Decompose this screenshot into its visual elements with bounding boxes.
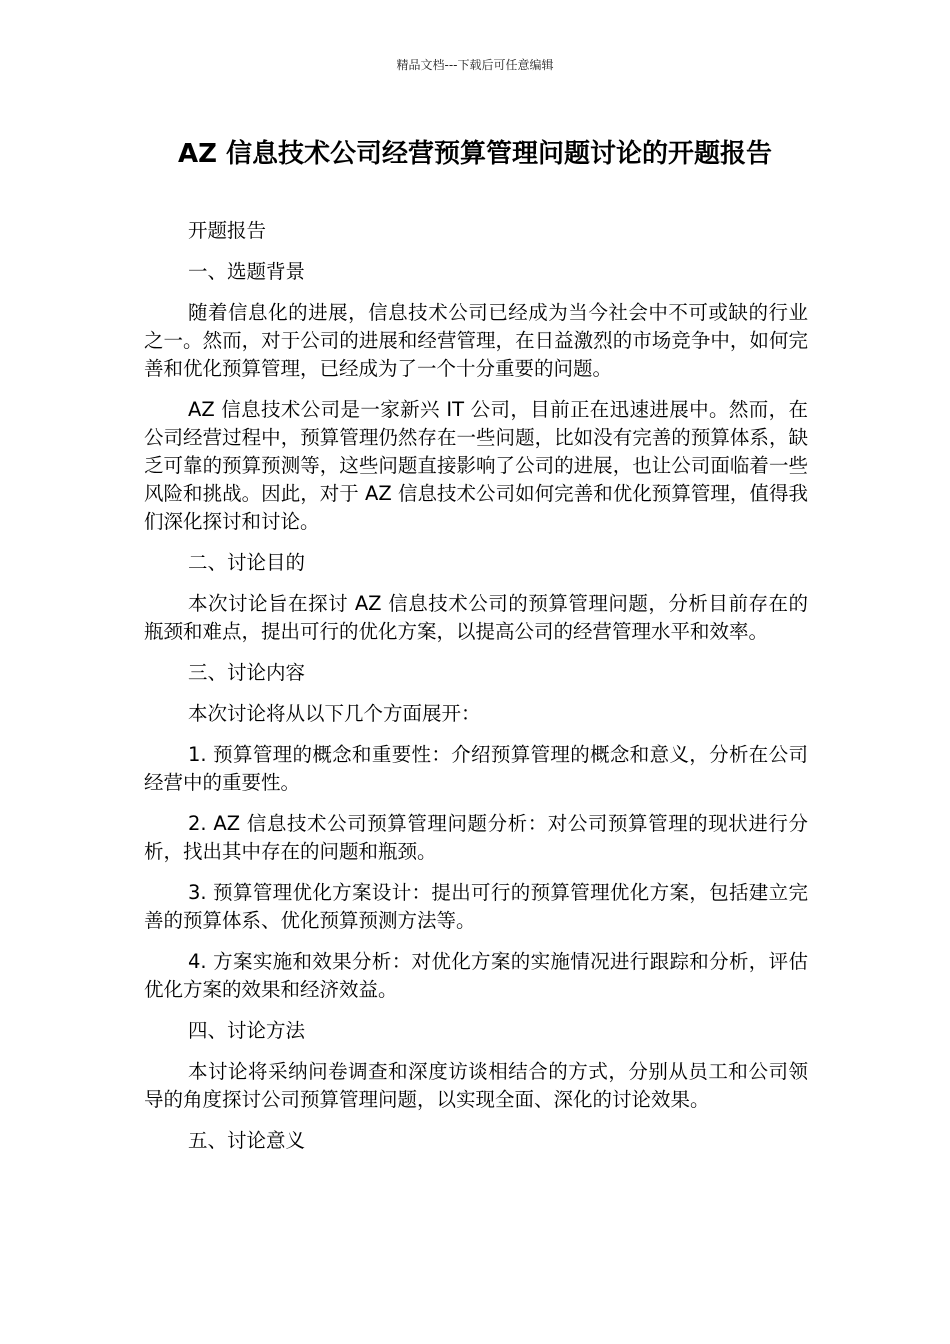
paragraph: 本次讨论将从以下几个方面展开： bbox=[188, 702, 481, 725]
paragraph: 随着信息化的进展，信息技术公司已经成为当今社会中不可或缺的行业之一。然而，对于公司的进展和经营管理，在日益激烈的市场竞争中，如何完善和优化预算管理，已经成为了一个十分重要的问题。 bbox=[144, 301, 808, 380]
paragraph: 本讨论将采纳问卷调查和深度访谈相结合的方式，分别从员工和公司领导的角度探讨公司预算管理问题，以实现全面、深化的讨论效果。 bbox=[144, 1060, 808, 1111]
section-heading: 五、讨论意义 bbox=[188, 1129, 306, 1152]
document-body bbox=[144, 217, 808, 1168]
list-item: 3. 预算管理优化方案设计：提出可行的预算管理优化方案，包括建立完善的预算体系、优化预算预测方法等。 bbox=[144, 881, 808, 932]
paragraph: 本次讨论旨在探讨 AZ 信息技术公司的预算管理问题，分析目前存在的瓶颈和难点，提出可行的优化方案，以提高公司的经营管理水平和效率。 bbox=[144, 592, 808, 643]
list-item: 2. AZ 信息技术公司预算管理问题分析：对公司预算管理的现状进行分析，找出其中存在的问题和瓶颈。 bbox=[144, 812, 808, 863]
header-note: 精品文档---下载后可任意编辑 bbox=[396, 58, 554, 72]
document-title: AZ 信息技术公司经营预算管理问题讨论的开题报告 bbox=[177, 139, 773, 169]
section-heading: 开题报告 bbox=[188, 219, 267, 242]
list-item: 1. 预算管理的概念和重要性：介绍预算管理的概念和意义，分析在公司经营中的重要性。 bbox=[144, 743, 808, 794]
section-heading: 四、讨论方法 bbox=[188, 1019, 306, 1042]
section-heading: 一、选题背景 bbox=[188, 260, 306, 283]
section-heading: 三、讨论内容 bbox=[188, 661, 306, 684]
list-item: 4. 方案实施和效果分析：对优化方案的实施情况进行跟踪和分析，评估优化方案的效果和经济效益。 bbox=[144, 950, 808, 1001]
paragraph: AZ 信息技术公司是一家新兴 IT 公司，目前正在迅速进展中。然而，在公司经营过程中，预算管理仍然存在一些问题，比如没有完善的预算体系，缺乏可靠的预算预测等，这些问题直接影响了公司的进展，也让公司面临着一些风险和挑战。因此，对于 AZ 信息技术公司如何完善和优化预算管理，值得我们深化探讨和讨论。 bbox=[144, 398, 808, 533]
section-heading: 二、讨论目的 bbox=[188, 551, 306, 574]
